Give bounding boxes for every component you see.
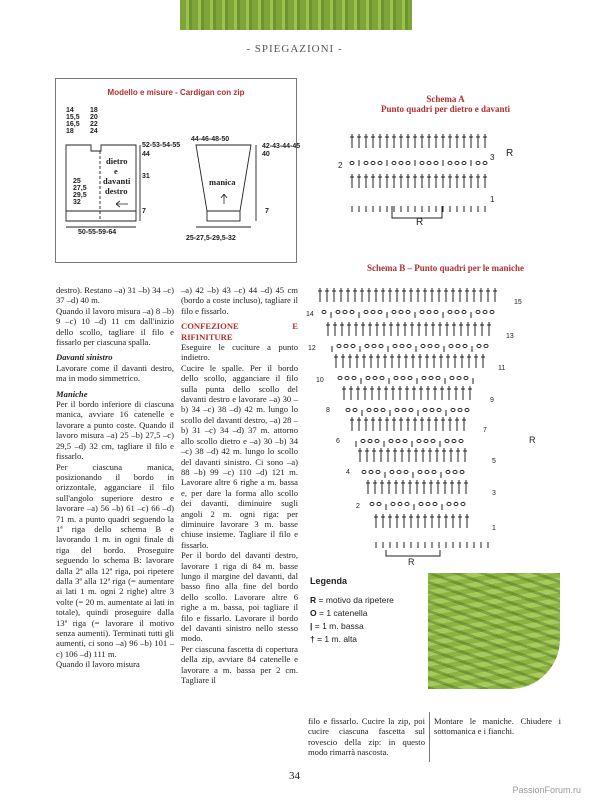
paragraph: Per ciascuna fascetta di copertura della zip, avviare 84 catenelle e lavorare a m. bassa per 2 cm. Tagliare il xyxy=(181,643,298,686)
schema-a-title1: Schema A xyxy=(426,94,465,104)
sb-r0: 15 xyxy=(514,299,522,306)
sb-r-bottom: R xyxy=(408,557,415,567)
section-header: - SPIEGAZIONI - xyxy=(246,43,343,55)
chain-stitch xyxy=(372,344,376,347)
sb-l0: 14 xyxy=(306,311,314,318)
chain-stitch xyxy=(350,310,354,313)
manica-h7: 7 xyxy=(265,208,269,215)
side-0: 25 xyxy=(73,178,81,185)
chain-stitch xyxy=(368,439,372,442)
repeat-bracket xyxy=(386,550,440,556)
chain-stitch xyxy=(393,344,397,347)
chain-stitch xyxy=(436,376,440,379)
chain-stitch xyxy=(392,161,396,164)
chain-stitch xyxy=(353,408,357,411)
side-3: 32 xyxy=(73,199,81,206)
chain-stitch xyxy=(419,502,423,505)
nl2-2: 22 xyxy=(90,121,98,128)
chain-stitch xyxy=(427,310,431,313)
chain-stitch xyxy=(399,310,403,313)
chain-stitch xyxy=(338,376,342,379)
chain-stitch xyxy=(423,408,427,411)
chain-stitch xyxy=(422,376,426,379)
chain-stitch xyxy=(452,439,456,442)
chain-stitch xyxy=(396,439,400,442)
chain-stitch xyxy=(449,344,453,347)
chain-stitch xyxy=(402,408,406,411)
sa-row3: 3 xyxy=(490,153,495,162)
chain-stitch xyxy=(448,310,452,313)
h7: 7 xyxy=(142,208,146,215)
chain-stitch xyxy=(390,470,394,473)
chain-stitch xyxy=(350,161,354,164)
paragraph: destro). Restano –a) 31 –b) 34 –c) 37 –d) 40 m. xyxy=(56,285,174,306)
h31: 31 xyxy=(142,173,150,180)
chain-stitch xyxy=(462,310,466,313)
label-manica: manica xyxy=(209,177,236,187)
chain-stitch xyxy=(429,376,433,379)
chain-stitch xyxy=(392,310,396,313)
sb-l6: 2 xyxy=(356,503,360,510)
chain-stitch xyxy=(389,439,393,442)
chain-stitch xyxy=(337,344,341,347)
chain-stitch xyxy=(405,502,409,505)
sb-l2: 10 xyxy=(316,377,324,384)
chain-stitch xyxy=(456,344,460,347)
paragraph: Lavorare come il davanti destro, ma in modo simmetrico. xyxy=(56,362,174,384)
sb-r4: 7 xyxy=(483,427,487,434)
chain-stitch xyxy=(427,161,431,164)
legend-item: † = 1 m. alta xyxy=(310,634,358,644)
modello-diagram xyxy=(56,101,301,261)
sb-r2: 11 xyxy=(498,365,506,372)
chain-stitch xyxy=(430,408,434,411)
section-heading: CONFEZIONE E RIFINITURE xyxy=(181,321,298,342)
chain-stitch xyxy=(490,310,494,313)
modello-frame xyxy=(55,78,301,263)
nl-3: 18 xyxy=(66,128,74,135)
chain-stitch xyxy=(401,376,405,379)
chain-stitch xyxy=(463,344,467,347)
chain-stitch xyxy=(426,502,430,505)
paragraph: Quando il lavoro misura –a) 8 –b) 9 –c) 10 –d) 11 cm dall'inizio dello scollo, tagliare il filo e fissarlo per ciascuna spalla. xyxy=(56,305,174,348)
chain-stitch xyxy=(369,470,373,473)
chain-stitch xyxy=(404,470,408,473)
chain-stitch xyxy=(483,310,487,313)
chain-stitch xyxy=(375,439,379,442)
chain-stitch xyxy=(365,344,369,347)
chain-stitch xyxy=(453,470,457,473)
paragraph: Per il bordo del davanti destro, lavorare 1 riga di 84 m. basse lungo il margine del davanti, dal basso fino alla fine del bordo dello scollo. Lavorare altre 6 righe a m. bassa, poi tagliare il filo e fissarlo. Lavorare il bordo del davanti sinistro nello stesso modo. xyxy=(181,550,298,644)
chain-stitch xyxy=(378,161,382,164)
sb-r1: 13 xyxy=(506,333,514,340)
side-1: 27,5 xyxy=(73,185,87,192)
section-heading: Davanti sinistro xyxy=(56,352,113,363)
paragraph: Per il bordo inferiore di ciascuna manica, avviare 16 catenelle e lavorare a punto coste. Quando il lavoro misura –a) 25 –b) 27,5 –c) 29,5 –d) 32 cm, tagliare il filo e fissarlo. xyxy=(56,399,174,462)
chain-stitch xyxy=(461,502,465,505)
sb-r7: 1 xyxy=(492,525,496,532)
watermark: PassionForum.ru xyxy=(512,785,581,795)
label-dietro: dietro xyxy=(106,156,128,166)
chain-stitch xyxy=(433,502,437,505)
chain-stitch xyxy=(398,502,402,505)
chain-stitch xyxy=(370,502,374,505)
sa-r1: R xyxy=(506,148,514,159)
chain-stitch xyxy=(420,161,424,164)
chain-stitch xyxy=(344,344,348,347)
sa-row1: 1 xyxy=(490,195,495,204)
nl-0: 14 xyxy=(66,107,74,114)
chain-stitch xyxy=(336,310,340,313)
chain-stitch xyxy=(408,376,412,379)
paragraph: Cucire le spalle. Per il bordo dello scollo, agganciare il filo sulla punta dello scollo del davanti destro e lavorare –a) 30 –b) 34 –c) 38 –d) 42 m. lungo lo scollo del davanti destro, –a) 28 –b) 31 –c) 34 –d) 37 m. attorno allo scollo dietro e –a) 30 –b) 34 –c) 38 –d) 42 m. lungo lo scollo del davanti sinistro. Ci sono –a) 88 –b) 99 –c) 110 –d) 121 m. Lavorare altre 6 righe a m. bassa e, per dare la forma allo scollo dei davanti, diminuire sugli angoli 2 m. ogni riga: per diminuire lavorare 3 m. basse chiuse insieme. Tagliare il filo e fissarlo. xyxy=(181,362,298,550)
knit-texture-strip xyxy=(180,0,412,30)
chain-stitch xyxy=(457,376,461,379)
chain-stitch xyxy=(446,470,450,473)
paragraph: Per ciascuna manica, posizionando il bordo in orizzontale, agganciare il filo sull'angolo superiore destro e lavorare –a) 56 –b) 61 –c) 66 –d) 71 m. a punto quadri seguendo la 1ª riga dello schema B e lavorando 1 m. in ogni finale di riga del bordo. Proseguire seguendo lo schema B: lavorare dalla 2ª alla 12ª riga, poi ripetere dalla 3ª alla 12ª riga (= aumentare ai lati 1 m. ogni 2 righe) altre 3 volte (= 20 m. aumentate ai lati in totale), quindi proseguire dalla 13ª riga (= lavorare il motivo senza aumenti). Terminati tutti gli aumenti, ci sono –a) 96 –b) 101 –c) 106 –d) 111 m. xyxy=(56,461,174,659)
label-davanti: davanti xyxy=(103,176,131,186)
chain-stitch xyxy=(420,310,424,313)
chain-stitch xyxy=(351,344,355,347)
section-heading: Maniche xyxy=(56,388,88,399)
chain-stitch xyxy=(364,310,368,313)
chain-stitch xyxy=(458,408,462,411)
chain-stitch xyxy=(371,310,375,313)
chain-stitch xyxy=(346,408,350,411)
chain-stitch xyxy=(345,376,349,379)
chain-stitch xyxy=(464,376,468,379)
sa-row2: 2 xyxy=(338,161,343,170)
sb-l5: 4 xyxy=(346,469,350,476)
chain-stitch xyxy=(462,161,466,164)
manica-bottom: 25-27,5-29,5-32 xyxy=(186,235,236,242)
chain-stitch xyxy=(377,502,381,505)
chain-stitch xyxy=(378,310,382,313)
sb-r3: 9 xyxy=(490,397,494,404)
schema-a-chart xyxy=(330,122,530,232)
label-e: e xyxy=(114,166,118,176)
chain-stitch xyxy=(352,376,356,379)
nl-2: 16,5 xyxy=(66,121,80,128)
legend-item: R = motivo da ripetere xyxy=(310,595,394,605)
chain-stitch xyxy=(409,408,413,411)
chain-stitch xyxy=(362,470,366,473)
chain-stitch xyxy=(465,408,469,411)
chain-stitch xyxy=(431,439,435,442)
chain-stitch xyxy=(364,161,368,164)
sb-r5: 5 xyxy=(492,458,496,465)
manica-r1: 42-43-44-45 xyxy=(262,143,301,150)
chain-stitch xyxy=(484,344,488,347)
page-number: 34 xyxy=(289,770,300,782)
sb-r6: 3 xyxy=(492,490,496,497)
chain-stitch xyxy=(343,310,347,313)
modello-title: Modello e misure - Cardigan con zip xyxy=(107,88,245,97)
chain-stitch xyxy=(450,376,454,379)
nl-1: 15,5 xyxy=(66,114,80,121)
nl2-0: 18 xyxy=(90,107,98,114)
chain-stitch xyxy=(376,470,380,473)
chain-stitch xyxy=(366,376,370,379)
chain-stitch xyxy=(379,344,383,347)
chain-stitch xyxy=(434,161,438,164)
chain-stitch xyxy=(454,502,458,505)
chain-stitch xyxy=(407,344,411,347)
chain-stitch xyxy=(391,502,395,505)
chain-stitch xyxy=(432,470,436,473)
text-column-4: Montare le maniche. Chiudere i sottomanica e i fianchi. xyxy=(434,716,561,737)
schema-b-chart xyxy=(300,280,540,570)
chain-stitch xyxy=(367,408,371,411)
paragraph: Eseguire le cuciture a punto indietro. xyxy=(181,342,298,363)
text-column-2 xyxy=(181,285,298,685)
legend-item: | = 1 m. bassa xyxy=(310,621,364,631)
chain-stitch xyxy=(418,470,422,473)
chain-stitch xyxy=(397,470,401,473)
legend-title: Legenda xyxy=(310,576,348,586)
chain-stitch xyxy=(455,310,459,313)
chain-stitch xyxy=(445,439,449,442)
chain-stitch xyxy=(434,310,438,313)
h44: 44 xyxy=(142,151,150,158)
chain-stitch xyxy=(399,161,403,164)
chain-stitch xyxy=(435,344,439,347)
nl2-1: 20 xyxy=(90,114,98,121)
side-2: 29,5 xyxy=(73,192,87,199)
bottom-num: 50-55-59-64 xyxy=(78,229,117,236)
sb-l3: 8 xyxy=(326,407,330,414)
chain-stitch xyxy=(361,439,365,442)
sa-r2: R xyxy=(416,217,424,228)
chain-stitch xyxy=(483,161,487,164)
chain-stitch xyxy=(455,161,459,164)
chain-stitch xyxy=(373,376,377,379)
chain-stitch xyxy=(322,310,326,313)
schema-b-title: Schema B – Punto quadri per le maniche xyxy=(366,263,525,273)
legend xyxy=(310,576,430,646)
column-divider xyxy=(429,712,430,762)
paragraph: Quando il lavoro misura xyxy=(56,659,140,670)
chain-stitch xyxy=(381,408,385,411)
chain-stitch xyxy=(380,376,384,379)
chain-stitch xyxy=(400,344,404,347)
text-column-1 xyxy=(56,285,174,670)
top-right-num: 52-53-54-55 xyxy=(142,142,181,149)
chain-stitch xyxy=(406,310,410,313)
paragraph: –a) 42 –b) 43 –c) 44 –d) 45 cm (bordo a coste incluso), tagliare il filo e fissarlo. xyxy=(181,285,298,316)
chain-stitch xyxy=(451,408,455,411)
chain-stitch xyxy=(448,161,452,164)
chain-stitch xyxy=(395,408,399,411)
chain-stitch xyxy=(477,344,481,347)
chain-stitch xyxy=(428,344,432,347)
chain-stitch xyxy=(421,344,425,347)
chain-stitch xyxy=(425,470,429,473)
manica-r2: 40 xyxy=(262,151,270,158)
schema-a-title2: Punto quadri per dietro e davanti xyxy=(381,104,510,114)
chain-stitch xyxy=(424,439,428,442)
chain-stitch xyxy=(447,502,451,505)
chain-stitch xyxy=(403,439,407,442)
chain-stitch xyxy=(417,439,421,442)
sb-r-right: R xyxy=(529,435,536,445)
label-destro: destro xyxy=(105,186,128,196)
nl2-3: 24 xyxy=(90,128,98,135)
sb-l4: 6 xyxy=(336,438,340,445)
legend-item: O = 1 catenella xyxy=(310,608,368,618)
chain-stitch xyxy=(394,376,398,379)
chain-stitch xyxy=(374,408,378,411)
chain-stitch xyxy=(371,161,375,164)
chain-stitch xyxy=(459,439,463,442)
chain-stitch xyxy=(406,161,410,164)
chain-stitch xyxy=(460,470,464,473)
knit-sample-photo xyxy=(428,573,560,689)
chain-stitch xyxy=(437,408,441,411)
chain-stitch xyxy=(476,310,480,313)
manica-top: 44-46-48-50 xyxy=(191,136,230,143)
sb-l1: 12 xyxy=(308,345,316,352)
text-column-3: filo e fissarlo. Cucire la zip, poi cucire ciascuna fascetta sul rovescio della zip: in questo modo rimarrà nascosta. xyxy=(308,716,425,758)
chain-stitch xyxy=(476,161,480,164)
